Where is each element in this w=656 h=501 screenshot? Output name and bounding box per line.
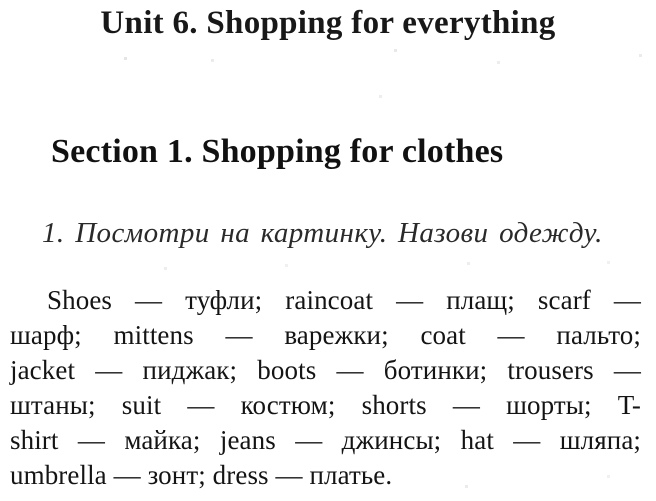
vocabulary-line: Shoes — туфли; raincoat — плащ; scarf —	[47, 285, 641, 315]
scan-noise-specks	[0, 0, 1, 1]
exercise-instruction: 1. Посмотри на картинку. Назови одежду.	[42, 217, 603, 249]
vocabulary-line: jacket — пиджак; boots — ботинки; trousers —	[10, 355, 641, 385]
vocabulary-paragraph	[10, 283, 641, 493]
vocabulary-line: шарф; mittens — варежки; coat — пальто;	[10, 320, 641, 350]
vocabulary-line: umbrella — зонт; dress — платье.	[10, 460, 393, 490]
unit-title: Unit 6. Shopping for everything	[100, 5, 556, 41]
vocabulary-line: штаны; suit — костюм; shorts — шорты; T-	[10, 390, 641, 420]
vocabulary-line: shirt — майка; jeans — джинсы; hat — шляпа;	[10, 425, 641, 455]
section-heading: Section 1. Shopping for clothes	[51, 133, 504, 170]
